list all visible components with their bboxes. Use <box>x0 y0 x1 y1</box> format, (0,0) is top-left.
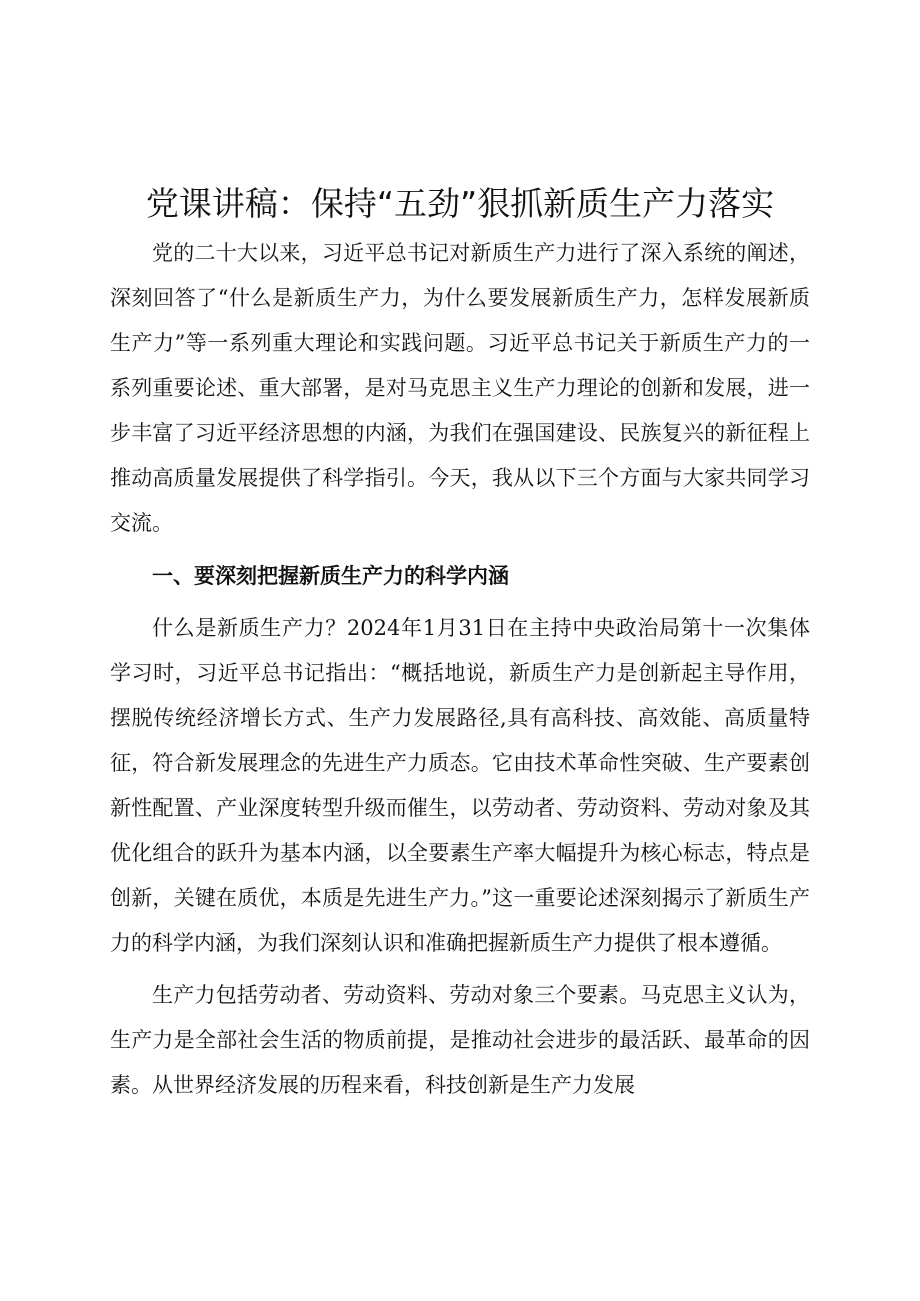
section-heading-1: 一、要深刻把握新质生产力的科学内涵 <box>152 563 509 588</box>
paragraph-definition: 什么是新质生产力？2024年1月31日在主持中央政治局第十一次集体学习时，习近平总书记指出：“概括地说，新质生产力是创新起主导作用，摆脱传统经济增长方式、生产力发展路径,具有高科技、高效能、高质量特征，符合新发展理念的先进生产力质态。它由技术革命性突破、生产要素创新性配置、产业深度转型升级而催生，以劳动者、劳动资料、劳动对象及其优化组合的跃升为基本内涵，以全要素生产率大幅提升为核心标志，特点是创新，关键在质优，本质是先进生产力。”这一重要论述深刻揭示了新质生产力的科学内涵，为我们深刻认识和准确把握新质生产力提供了根本遵循。 <box>110 616 810 955</box>
paragraph-intro: 党的二十大以来，习近平总书记对新质生产力进行了深入系统的阐述，深刻回答了“什么是新质生产力，为什么要发展新质生产力，怎样发展新质生产力”等一系列重大理论和实践问题。习近平总书记关于新质生产力的一系列重要论述、重大部署，是对马克思主义生产力理论的创新和发展，进一步丰富了习近平经济思想的内涵，为我们在强国建设、民族复兴的新征程上推动高质量发展提供了科学指引。今天，我从以下三个方面与大家共同学习交流。 <box>110 241 810 535</box>
paragraph-productivity: 生产力包括劳动者、劳动资料、劳动对象三个要素。马克思主义认为，生产力是全部社会生活的物质前提，是推动社会进步的最活跃、最革命的因素。从世界经济发展的历程来看，科技创新是生产力发展 <box>110 983 810 1097</box>
paragraph-gap <box>110 966 810 973</box>
document-title: 党课讲稿：保持“五劲”狠抓新质生产力落实 <box>145 184 775 223</box>
document-body <box>110 231 810 1108</box>
